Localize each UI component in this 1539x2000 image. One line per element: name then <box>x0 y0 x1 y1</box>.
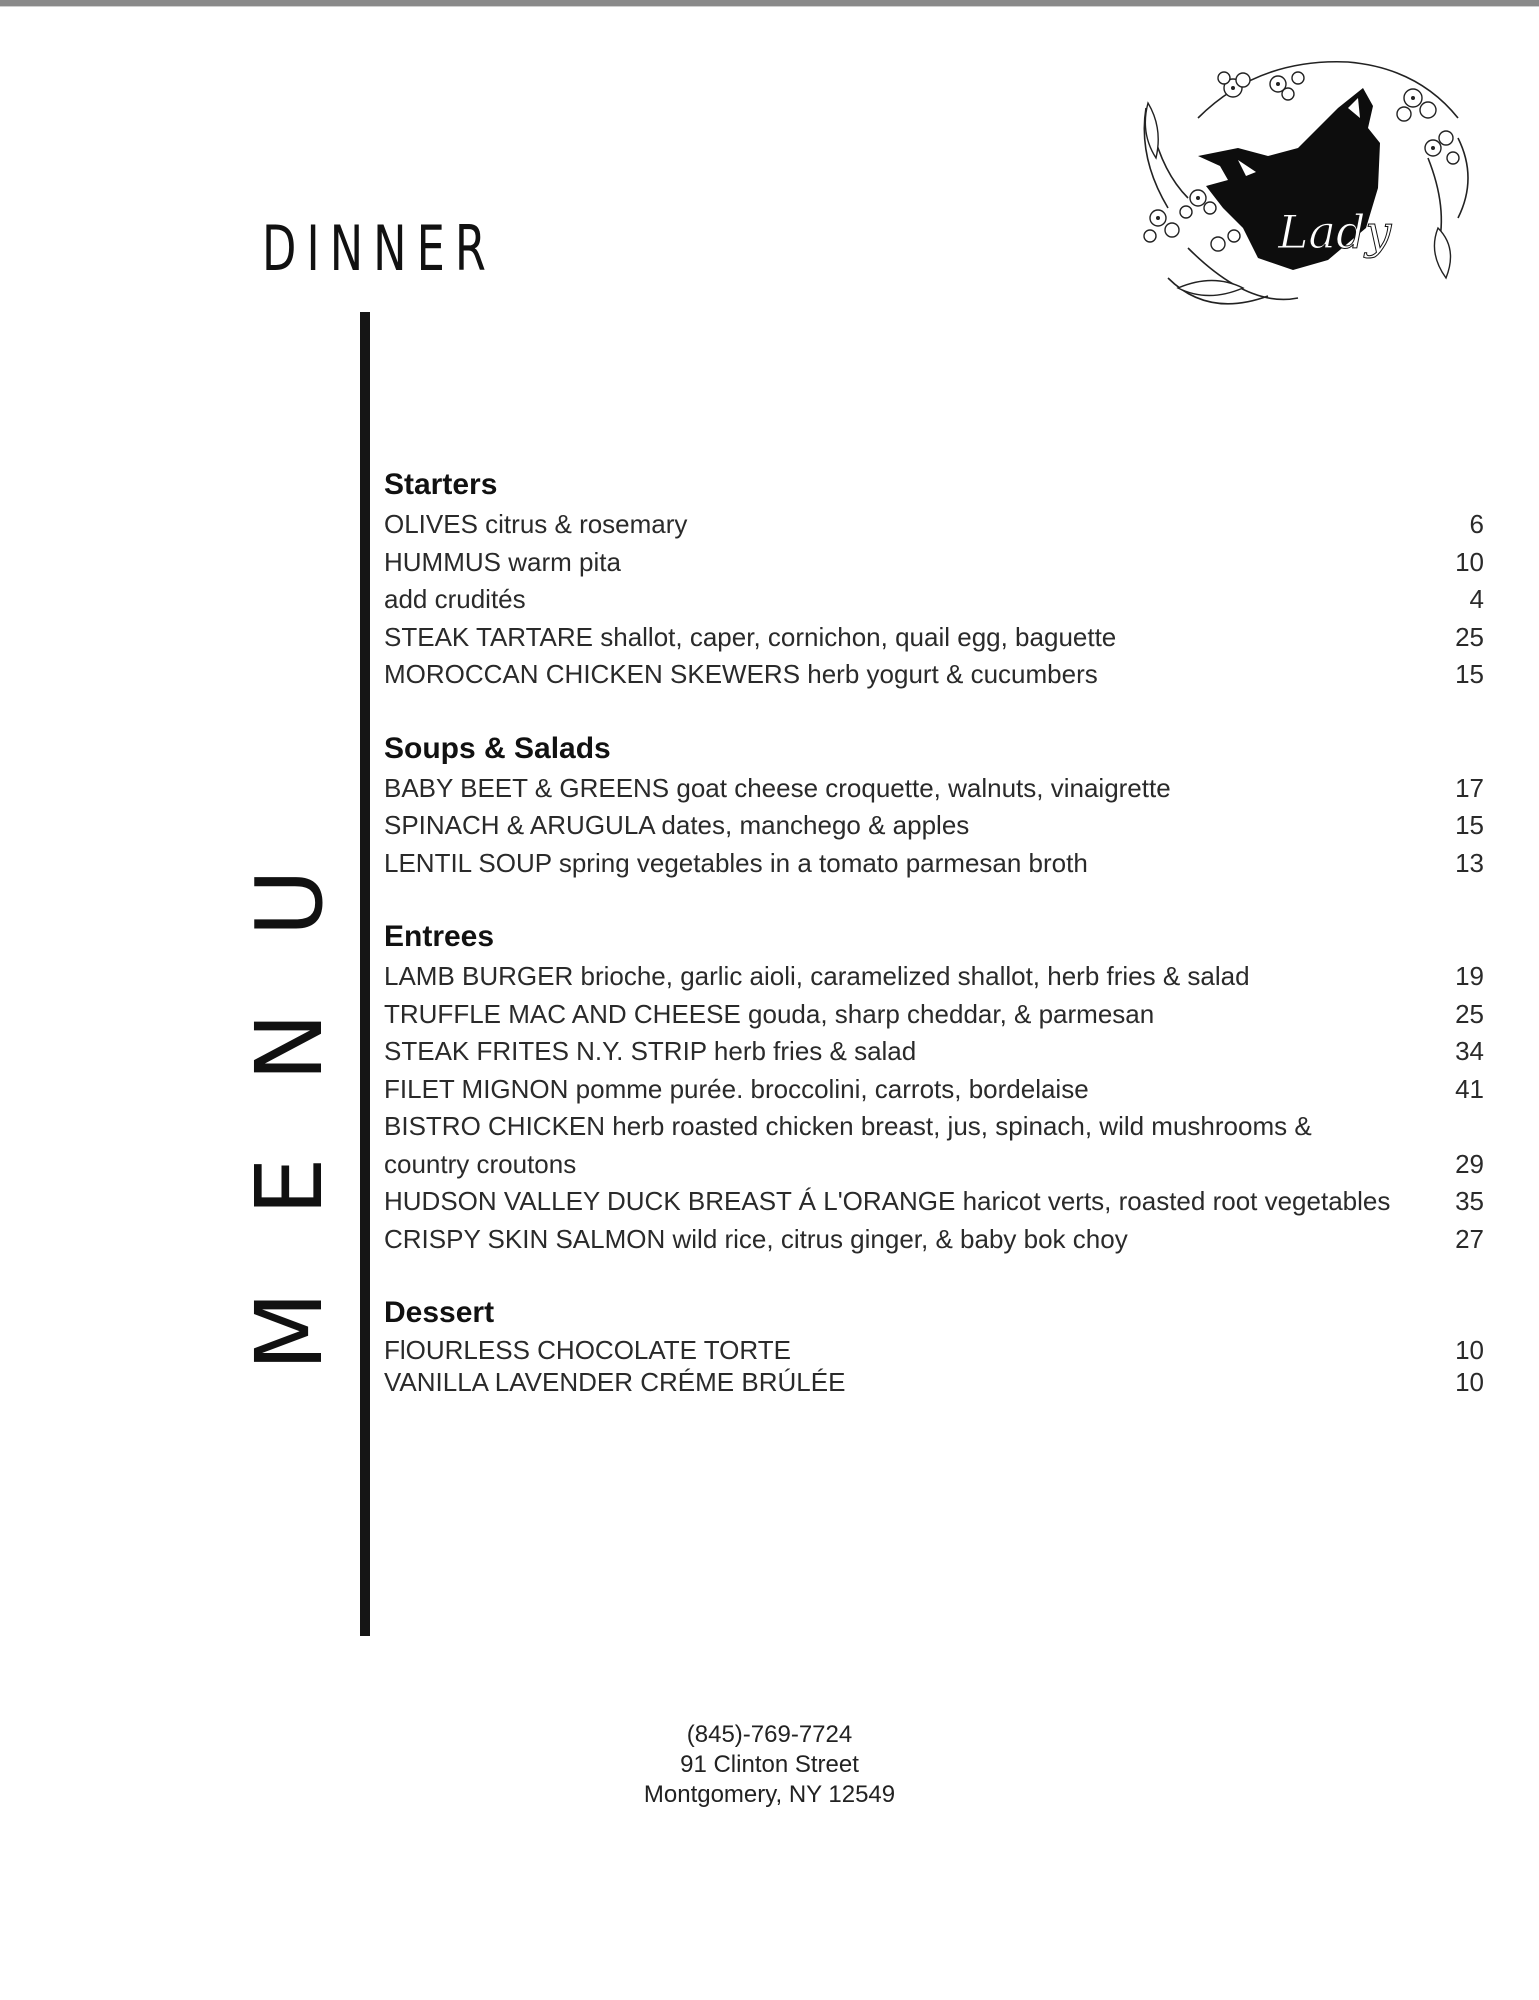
item-name: LENTIL SOUP spring vegetables in a tomato parmesan broth <box>384 847 1088 878</box>
item-name: VANILLA LAVENDER CRÉME BRÚLÉE <box>384 1367 846 1397</box>
item-price: 25 <box>1455 621 1484 652</box>
menu-item <box>384 1221 1490 1259</box>
item-price: 25 <box>1455 998 1484 1029</box>
vertical-divider <box>360 312 370 1636</box>
section-title: Entrees <box>384 920 495 953</box>
menu-item <box>384 770 1490 808</box>
item-price: 35 <box>1455 1186 1484 1216</box>
item-price: 4 <box>1469 584 1484 614</box>
logo-script-text: Lady <box>1278 205 1392 259</box>
section-soups-salads <box>384 728 1490 883</box>
section-starters <box>384 464 1490 694</box>
item-price: 10 <box>1455 1367 1484 1397</box>
wolf-floral-logo-icon <box>1128 48 1490 320</box>
item-price: 15 <box>1455 659 1484 689</box>
section-entrees <box>384 916 1490 1258</box>
item-price: 13 <box>1455 847 1484 878</box>
item-name: HUMMUS warm pita <box>384 546 621 577</box>
item-price: 15 <box>1455 810 1484 840</box>
item-name: HUDSON VALLEY DUCK BREAST Á L'ORANGE haricot verts, roasted root vegetables <box>384 1186 1391 1216</box>
menu-vertical-heading: MENU <box>236 793 343 1371</box>
section-title: Starters <box>384 468 498 501</box>
item-name: STEAK FRITES N.Y. STRIP herb fries & salad <box>384 1036 917 1066</box>
menu-item <box>384 1334 1490 1366</box>
menu-item <box>384 619 1490 657</box>
item-name: MOROCCAN CHICKEN SKEWERS herb yogurt & cucumbers <box>384 659 1098 689</box>
item-name: BABY BEET & GREENS goat cheese croquette, walnuts, vinaigrette <box>384 772 1171 803</box>
menu-item <box>384 1071 1490 1109</box>
menu-item <box>384 1183 1490 1221</box>
menu-item <box>384 1366 1490 1398</box>
contact-footer <box>0 1720 1539 1810</box>
item-name: OLIVES citrus & rosemary <box>384 509 688 539</box>
section-title: Soups & Salads <box>384 731 611 765</box>
item-price: 19 <box>1455 961 1484 991</box>
item-name: FILET MIGNON pomme purée. broccolini, carrots, bordelaise <box>384 1073 1089 1104</box>
item-price: 6 <box>1469 509 1484 539</box>
menu-item <box>384 544 1490 582</box>
section-title: Dessert <box>384 1296 495 1329</box>
menu-item <box>384 581 1490 619</box>
item-price: 10 <box>1455 1335 1484 1365</box>
street-address: 91 Clinton Street <box>680 1751 859 1778</box>
item-price: 34 <box>1455 1036 1484 1066</box>
item-price: 41 <box>1455 1073 1484 1104</box>
item-price: 10 <box>1455 546 1484 577</box>
menu-item <box>384 1033 1490 1071</box>
item-name: SPINACH & ARUGULA dates, manchego & apples <box>384 810 970 840</box>
menu-item <box>384 1108 1490 1183</box>
item-name: TRUFFLE MAC AND CHEESE gouda, sharp cheddar, & parmesan <box>384 998 1155 1029</box>
item-name: BISTRO CHICKEN herb roasted chicken breast, jus, spinach, wild mushrooms & country croutons <box>384 1111 1312 1179</box>
city-address: Montgomery, NY 12549 <box>643 1781 896 1808</box>
menu-item <box>384 506 1490 544</box>
item-price: 27 <box>1455 1223 1484 1254</box>
dinner-heading: DINNER <box>262 212 497 285</box>
menu-item <box>384 845 1490 883</box>
item-name: CRISPY SKIN SALMON wild rice, citrus ginger, & baby bok choy <box>384 1223 1128 1254</box>
menu-item <box>384 996 1490 1034</box>
phone-number: (845)-769-7724 <box>686 1721 853 1748</box>
menu-item <box>384 958 1490 996</box>
section-dessert <box>384 1292 1490 1398</box>
item-price: 17 <box>1455 772 1484 803</box>
menu-item <box>384 656 1490 694</box>
menu-content <box>384 464 1490 1432</box>
menu-item <box>384 807 1490 845</box>
item-name: STEAK TARTARE shallot, caper, cornichon, quail egg, baguette <box>384 621 1117 652</box>
item-price: 29 <box>1455 1148 1484 1179</box>
item-name: add crudités <box>384 584 526 614</box>
page-top-border <box>0 0 1539 7</box>
item-name: LAMB BURGER brioche, garlic aioli, caramelized shallot, herb fries & salad <box>384 961 1250 991</box>
item-name: FlOURLESS CHOCOLATE TORTE <box>384 1335 791 1365</box>
